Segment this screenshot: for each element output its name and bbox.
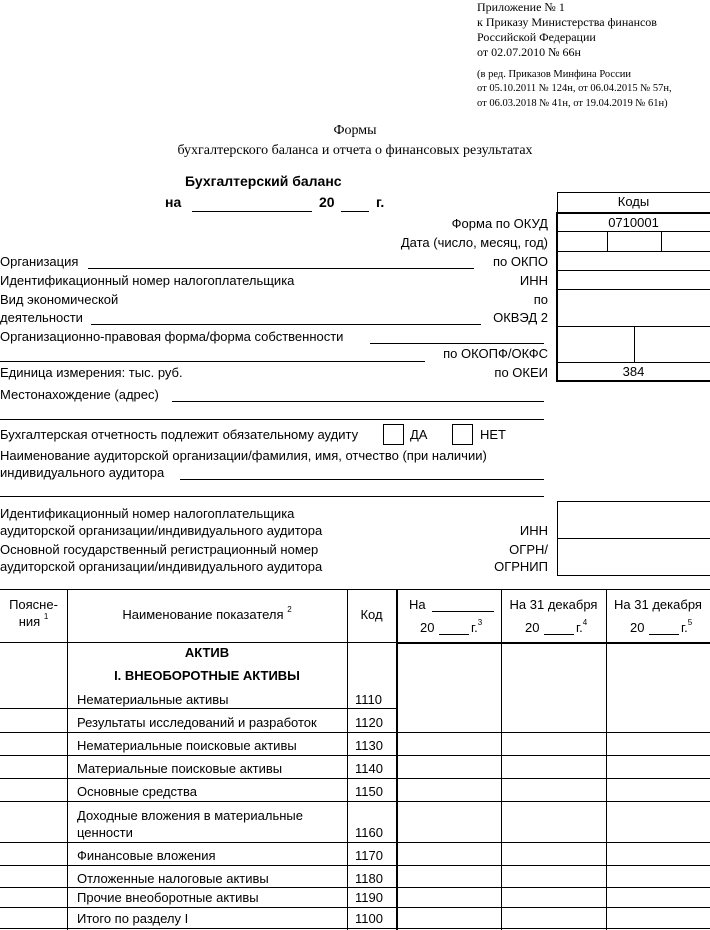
address-label: Местонахождение (адрес) — [0, 387, 159, 402]
h-col1-sup: 3 — [477, 618, 483, 627]
address-line-2[interactable] — [0, 419, 544, 420]
date-label: Дата (число, месяц, год) — [400, 235, 548, 250]
audit-yes-checkbox[interactable] — [383, 424, 404, 445]
activity-label-1: Вид экономической — [0, 292, 119, 307]
h-col1-c-wrap — [471, 620, 482, 635]
auditor-line-2[interactable] — [0, 496, 544, 497]
row-code: 1140 — [355, 761, 383, 776]
row-name: Нематериальные активы — [77, 692, 229, 707]
h-notes-sup: 1 — [43, 612, 49, 621]
okei-label: по ОКЕИ — [494, 365, 548, 380]
row-code: 1100 — [355, 911, 383, 926]
row-name: Отложенные налоговые активы — [77, 871, 269, 886]
audit-no-checkbox[interactable] — [452, 424, 473, 445]
row-name: Итого по разделу I — [77, 911, 189, 926]
h-col3-a: На 31 декабря — [614, 597, 702, 612]
row-code: 1160 — [355, 825, 383, 840]
h-col2-b: 20 — [525, 620, 540, 635]
h-notes-2: ния — [18, 614, 41, 629]
forms-title-line-1: Формы — [333, 123, 377, 138]
h-notes-2-wrap — [0, 614, 67, 629]
edits-line-3: от 06.03.2018 № 41н, от 19.04.2019 № 61н) — [477, 98, 668, 109]
aud-inn-label-2: аудиторской организации/индивидуального аудитора — [0, 523, 323, 538]
auditor-label-2: индивидуального аудитора — [0, 465, 165, 480]
auditor-label-1: Наименование аудиторской организации/фамилия, имя, отчество (при наличии) — [0, 448, 487, 463]
mandatory-audit-label: Бухгалтерская отчетность подлежит обязательному аудиту — [0, 427, 359, 442]
h-col2-c: г. — [576, 620, 583, 635]
year-underline — [341, 211, 369, 212]
balance-year: г. — [376, 194, 385, 210]
okpo-label: по ОКПО — [492, 254, 548, 269]
row-name: Нематериальные поисковые активы — [77, 738, 297, 753]
h-col3-b: 20 — [630, 620, 645, 635]
ogrn-label-2: аудиторской организации/индивидуального аудитора — [0, 559, 323, 574]
h-col3-c: г. — [681, 620, 688, 635]
inn-code-label: ИНН — [519, 273, 548, 288]
opf-line-1[interactable] — [370, 343, 544, 344]
inn-label: Идентификационный номер налогоплательщика — [0, 273, 295, 288]
h-col1-a: На — [409, 597, 426, 612]
ogrn-label-1: Основной государственный регистрационный номер — [0, 542, 319, 557]
appendix-line-1: Приложение № 1 — [477, 0, 565, 14]
appendix-line-2: к Приказу Министерства финансов — [477, 15, 657, 29]
balance-twenty: 20 — [319, 194, 335, 210]
edits-line-1: (в ред. Приказов Минфина России — [477, 69, 631, 80]
appendix-line-4: от 02.07.2010 № 66н — [477, 45, 581, 59]
h-col3-c-wrap — [681, 620, 692, 635]
row-name: Основные средства — [77, 784, 197, 799]
okei-value: 384 — [622, 364, 645, 379]
h-code: Код — [360, 607, 383, 622]
row-name: Прочие внеоборотные активы — [77, 890, 259, 905]
row-code: 1110 — [355, 692, 382, 707]
org-line[interactable] — [88, 268, 474, 269]
activity-line[interactable] — [91, 324, 481, 325]
row-name: Доходные вложения в материальные — [77, 808, 303, 823]
edits-line-2: от 05.10.2011 № 124н, от 06.04.2015 № 57н, — [477, 83, 672, 94]
row-name: Финансовые вложения — [77, 848, 216, 863]
balance-na: на — [165, 194, 182, 210]
h-col3-sup: 5 — [687, 618, 693, 627]
auditor-line-1[interactable] — [180, 479, 544, 480]
opf-line-2[interactable] — [0, 361, 425, 362]
balance-title: Бухгалтерский баланс — [185, 173, 342, 189]
h-notes-1: Поясне- — [9, 597, 58, 612]
ogrn-code-label-a: ОГРН/ — [509, 542, 548, 557]
row-code: 1180 — [355, 871, 383, 886]
row-name-2: ценности — [77, 825, 133, 840]
okved-label: ОКВЭД 2 — [493, 310, 548, 325]
row-name: Материальные поисковые активы — [77, 761, 283, 776]
h-name: Наименование показателя — [122, 607, 284, 622]
codes-header: Коды — [617, 194, 650, 209]
h-name-wrap — [67, 607, 347, 622]
section-title: АКТИВ — [184, 645, 230, 660]
address-line-1[interactable] — [172, 401, 544, 402]
opf-label: Организационно-правовая форма/форма собственности — [0, 329, 344, 344]
h-col2-sup: 4 — [582, 618, 588, 627]
ogrn-code-label-b: ОГРНИП — [494, 559, 548, 574]
audit-no-label: НЕТ — [480, 427, 506, 442]
audit-yes-label: ДА — [410, 427, 428, 442]
h-col1-b: 20 — [420, 620, 435, 635]
org-label: Организация — [0, 254, 79, 269]
aud-inn-code-label: ИНН — [519, 523, 548, 538]
okud-label: Форма по ОКУД — [451, 216, 548, 231]
row-code: 1170 — [355, 848, 383, 863]
okud-value: 0710001 — [608, 215, 659, 230]
row-code: 1120 — [355, 715, 383, 730]
row-code: 1190 — [355, 890, 383, 905]
subsection-title: I. ВНЕОБОРОТНЫЕ АКТИВЫ — [114, 668, 300, 683]
h-col1-c: г. — [471, 620, 478, 635]
row-code: 1130 — [355, 738, 383, 753]
activity-label-2: деятельности — [0, 310, 83, 325]
h-name-sup: 2 — [287, 605, 292, 614]
unit-label: Единица измерения: тыс. руб. — [0, 365, 183, 380]
aud-inn-label-1: Идентификационный номер налогоплательщика — [0, 506, 295, 521]
appendix-line-3: Российской Федерации — [477, 30, 596, 44]
h-col2-a: На 31 декабря — [509, 597, 598, 612]
h-col2-c-wrap — [576, 620, 587, 635]
okopf-label: по ОКОПФ/ОКФС — [443, 346, 548, 361]
po-label: по — [533, 292, 548, 307]
row-name: Результаты исследований и разработок — [77, 715, 317, 730]
forms-title-line-2: бухгалтерского баланса и отчета о финансовых результатах — [177, 143, 533, 158]
row-code: 1150 — [355, 784, 383, 799]
date-underline — [192, 211, 312, 212]
